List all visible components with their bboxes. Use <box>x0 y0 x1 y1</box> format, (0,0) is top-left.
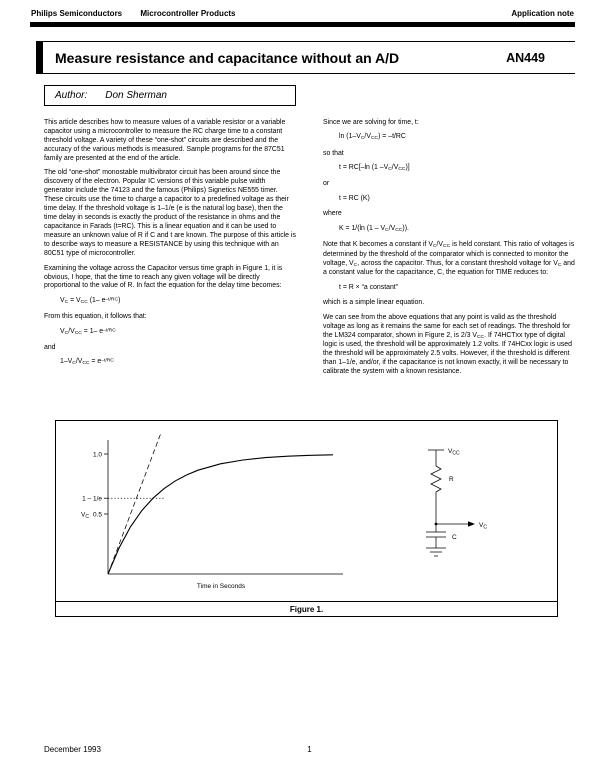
equation: $V_C/V_{CC} = 1-$ $e^{-t/RC}$ <box>60 327 116 336</box>
paragraph: or <box>323 180 330 188</box>
paragraph: From this equation, it follows that: <box>44 313 147 321</box>
paragraph: Examining the voltage across the Capacitor versus time graph in Figure 1, it is obvious, I hope, that the time to reach any given voltage will be directly proportional to the value of R. In fact the equation for the delay time becomes: <box>44 264 283 290</box>
charge-curve <box>108 455 333 574</box>
body-columns <box>44 119 575 383</box>
capacitor-label: C <box>452 534 457 541</box>
paragraph: so that <box>323 149 344 157</box>
equation: t = R × “a constant” <box>339 283 398 291</box>
author-box <box>44 85 296 106</box>
rc-charge-graph <box>81 434 343 590</box>
rc-circuit <box>426 448 487 556</box>
paragraph: where <box>323 210 342 218</box>
equation: $1-V_C/V_{CC} = e^{-t/RC}$ <box>60 358 114 367</box>
paragraph: and <box>44 343 56 351</box>
x-axis-label: Time in Seconds <box>196 583 246 590</box>
paragraph: Since we are solving for time, t: <box>323 119 419 126</box>
figure-caption <box>56 601 557 616</box>
paragraph: Note that K becomes a constant if $V_C/V_{CC}$ is held constant. This ratio of voltages is determined by the threshold of the comparator which is connected to monitor the voltage, $V_C$, across the capacitor. Thus, for a constant threshold voltage for $V_C$ and a constant value for the capacitance, C, the equation for TIME reduces to: <box>323 240 575 277</box>
title-row <box>43 41 575 74</box>
figure1-drawing <box>56 426 559 598</box>
title-block <box>36 41 575 74</box>
header-division: Microcontroller Products <box>140 9 236 18</box>
resistor-label: R <box>449 476 454 483</box>
header-brand: Philips Semiconductors <box>31 9 123 18</box>
author-label: Author: <box>55 90 88 101</box>
vcc-label: $V_{CC}$ <box>448 448 460 457</box>
header-rule <box>30 22 575 27</box>
document-number: AN449 <box>506 50 545 65</box>
vc-arrowhead <box>468 521 475 527</box>
figure-caption-text: Figure 1. <box>289 605 324 614</box>
right-column <box>323 119 575 383</box>
vc-label: $V_C$ <box>479 522 487 531</box>
footer-date: December 1993 <box>44 745 101 754</box>
header-doc-type: Application note <box>511 9 574 18</box>
author-name: Don Sherman <box>105 90 167 101</box>
ytick-label-1: 1 – 1/e <box>82 495 102 503</box>
footer-page-number: 1 <box>307 745 312 754</box>
header-left <box>31 9 252 18</box>
y-axis-name: $V_C$ <box>81 511 89 520</box>
equation: $\ln (1-V_C/V_{CC}) = -t/RC$ <box>339 133 406 142</box>
page-footer <box>44 745 575 754</box>
document-title: Measure resistance and capacitance without an A/D <box>55 49 400 66</box>
ytick-label-2: 0.5 <box>92 511 102 519</box>
tangent-line <box>108 434 161 574</box>
ytick-label-0: 1.0 <box>92 451 102 459</box>
resistor-symbol <box>431 462 441 496</box>
equation: K = 1/(ln $(1 - V_C/V_{CC})$). <box>339 224 409 233</box>
left-column <box>44 119 296 383</box>
equation: $V_C = V_{CC}$ (1– $e^{-t/RC}$) <box>60 296 121 306</box>
equation: t = RC[–ln (1 $-V_C/V_{CC}$)] <box>339 164 410 173</box>
equation: t = RC (K) <box>339 194 370 202</box>
figure-1 <box>55 420 558 617</box>
page-header <box>31 9 574 18</box>
title-accent-bar <box>36 41 43 74</box>
paragraph: We can see from the above equations that any point is valid as the threshold voltage as long as it remains the same for each set of readings. The threshold for the LM324 comparator, shown in Figure 2, is 2/3 $V_{CC}$. If 74HCTxx type of digital logic is used, the threshold will be approximately 1.2 volts. If 74HCxx logic is used the threshold will be approximately 2.5 volts. However, if the threshold is different than 1–1/e, and/or, if the capacitance is not known exactly, it will be necessary to calibrate the system with a known resistance. <box>323 313 572 376</box>
paragraph: This article describes how to measure values of a variable resistor or a variable capacitor using a microcontroller to measure the RC charge time to a constant threshold voltage. A variety of these “one-shot” circuits are described and the accuracy of the various methods is measured. Sample programs for the 87C51 family are presented at the end of the article. <box>44 119 286 162</box>
paragraph: The old “one-shot” monostable multivibrator circuit has been around since the discovery of the electron. Popular IC versions of this variable pulse width generator include the 74123 and the famous (Philips) Signetics NE555 timer. These circuits use the time to charge a capacitor to a predefined voltage as their time delay. If the threshold voltage is 1–1/e (e is the natural log base), then the time delay in seconds is exactly the product of the resistance in ohms and the capacitance in Farads (t=RC). This is a linear equation and it can be used to measure an unknown value of R if C and t are known. The purpose of this article is to describe ways to measure a RESISTANCE by using this technique with an 80C51 type of microcontroller. <box>44 169 296 258</box>
paragraph: which is a simple linear equation. <box>323 299 425 307</box>
